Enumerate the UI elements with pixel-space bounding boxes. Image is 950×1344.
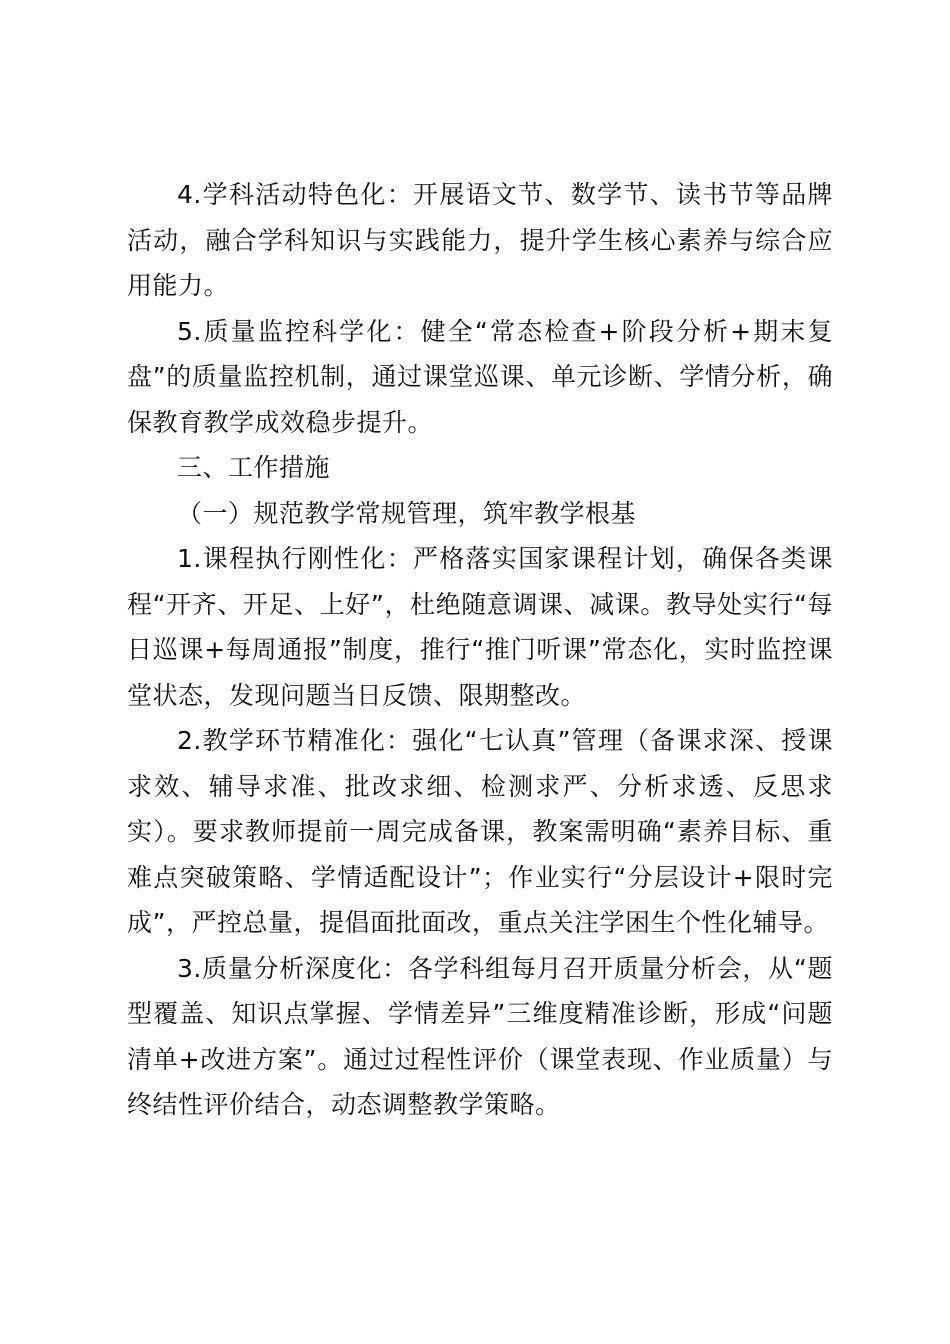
paragraph-measure-3: 3.质量分析深度化：各学科组每月召开质量分析会，从“题型覆盖、知识点掌握、学情差异”三维度精准诊断，形成“问题清单+改进方案”。通过过程性评价（课堂表现、作业质量）与终结性评价结合，动态调整教学策略。 [127, 953, 833, 1119]
paragraph-measure-1: 1.课程执行刚性化：严格落实国家课程计划，确保各类课程“开齐、开足、上好”，杜绝随意调课、减课。教导处实行“每日巡课+每周通报”制度，推行“推门听课”常态化，实时监控课堂状态，发现问题当日反馈、限期整改。 [127, 544, 833, 710]
paragraph-goal-5: 5.质量监控科学化：健全“常态检查+阶段分析+期末复盘”的质量监控机制，通过课堂巡课、单元诊断、学情分析，确保教育教学成效稳步提升。 [127, 316, 833, 437]
paragraph-measure-2: 2.教学环节精准化：强化“七认真”管理（备课求深、授课求效、辅导求准、批改求细、检测求严、分析求透、反思求实）。要求教师提前一周完成备课，教案需明确“素养目标、重难点突破策略、学情适配设计”；作业实行“分层设计+限时完成”，严控总量，提倡面批面改，重点关注学困生个性化辅导。 [127, 726, 833, 937]
subsection-heading: （一）规范教学常规管理，筑牢教学根基 [177, 498, 637, 528]
document-body [127, 172, 833, 1128]
section-heading: 三、工作措施 [177, 453, 331, 482]
paragraph-goal-4: 4.学科活动特色化：开展语文节、数学节、读书节等品牌活动，融合学科知识与实践能力，提升学生核心素养与综合应用能力。 [127, 180, 833, 300]
